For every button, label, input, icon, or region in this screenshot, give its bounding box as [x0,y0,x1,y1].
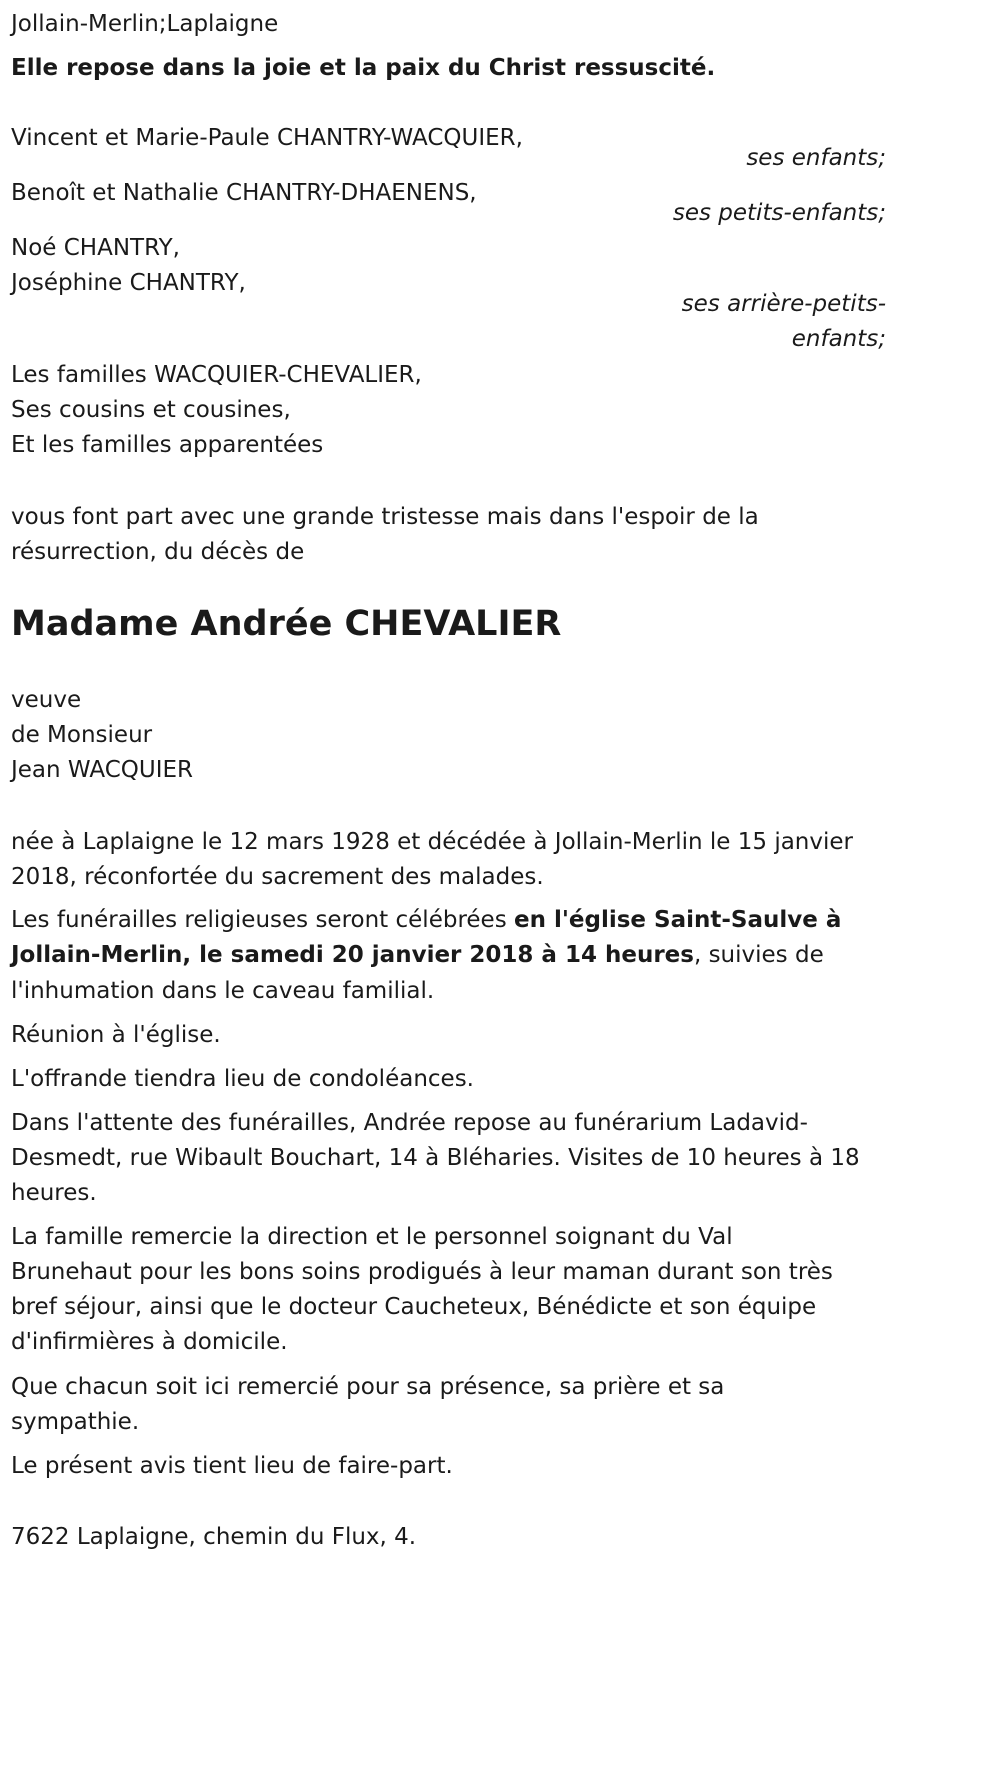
funeral-location: en l'église Saint-Saulve à [514,907,842,933]
thanks-line-1: La famille remercie la direction et le personnel soignant du Val [11,1224,733,1250]
birth-death-line-2: 2018, réconfortée du sacrement des malades. [11,864,544,890]
birth-death-line-1: née à Laplaigne le 12 mars 1928 et décédée à Jollain-Merlin le 15 janvier [11,829,853,855]
funeral-prefix: Les funérailles religieuses seront célébrées [11,907,514,933]
great-grandchild-name-1: Noé CHANTRY, [11,235,180,261]
widow-line-2: de Monsieur [11,722,153,748]
offering: L'offrande tiendra lieu de condoléances. [11,1066,474,1092]
families-line-1: Les familles WACQUIER-CHEVALIER, [11,362,422,388]
widow-line-3: Jean WACQUIER [11,757,194,783]
great-grandchild-name-2: Joséphine CHANTRY, [11,270,246,296]
notice: Le présent avis tient lieu de faire-part. [11,1453,453,1479]
funerarium-line-3: heures. [11,1180,97,1206]
funeral-line-1 [11,900,841,940]
great-grandchildren-relation-1: ses arrière-petits- [681,291,886,317]
announcement-line-1: vous font part avec une grande tristesse mais dans l'espoir de la [11,504,759,530]
grandchildren-name: Benoît et Nathalie CHANTRY-DHAENENS, [11,180,477,206]
epitaph: Elle repose dans la joie et la paix du Christ ressuscité. [11,55,716,81]
children-name: Vincent et Marie-Paule CHANTRY-WACQUIER, [11,125,523,151]
great-grandchildren-relation-2: enfants; [791,326,886,352]
thanks-all-line-2: sympathie. [11,1409,140,1435]
thanks-line-2: Brunehaut pour les bons soins prodigués à leur maman durant son très [11,1259,833,1285]
funerarium-line-1: Dans l'attente des funérailles, Andrée repose au funérarium Ladavid- [11,1110,808,1136]
address: 7622 Laplaigne, chemin du Flux, 4. [11,1524,417,1550]
funerarium-line-2: Desmedt, rue Wibault Bouchart, 14 à Bléharies. Visites de 10 heures à 18 [11,1145,860,1171]
funeral-date: Jollain-Merlin, le samedi 20 janvier 2018 à 14 heures [11,942,694,968]
widow-line-1: veuve [11,687,82,713]
gathering: Réunion à l'église. [11,1022,221,1048]
announcement-line-2: résurrection, du décès de [11,539,305,565]
thanks-all-line-1: Que chacun soit ici remercié pour sa présence, sa prière et sa [11,1374,725,1400]
funeral-line-2 [11,935,824,975]
funeral-suffix: , suivies de [693,942,824,968]
deceased-name: Madame Andrée CHEVALIER [11,604,562,644]
grandchildren-relation: ses petits-enfants; [672,200,886,226]
children-relation: ses enfants; [746,145,886,171]
thanks-line-3: bref séjour, ainsi que le docteur Caucheteux, Bénédicte et son équipe [11,1294,817,1320]
families-line-2: Ses cousins et cousines, [11,397,291,423]
location-line: Jollain-Merlin;Laplaigne [11,11,279,37]
families-line-3: Et les familles apparentées [11,432,324,458]
thanks-line-4: d'infirmières à domicile. [11,1329,288,1355]
funeral-line-3: l'inhumation dans le caveau familial. [11,978,435,1004]
